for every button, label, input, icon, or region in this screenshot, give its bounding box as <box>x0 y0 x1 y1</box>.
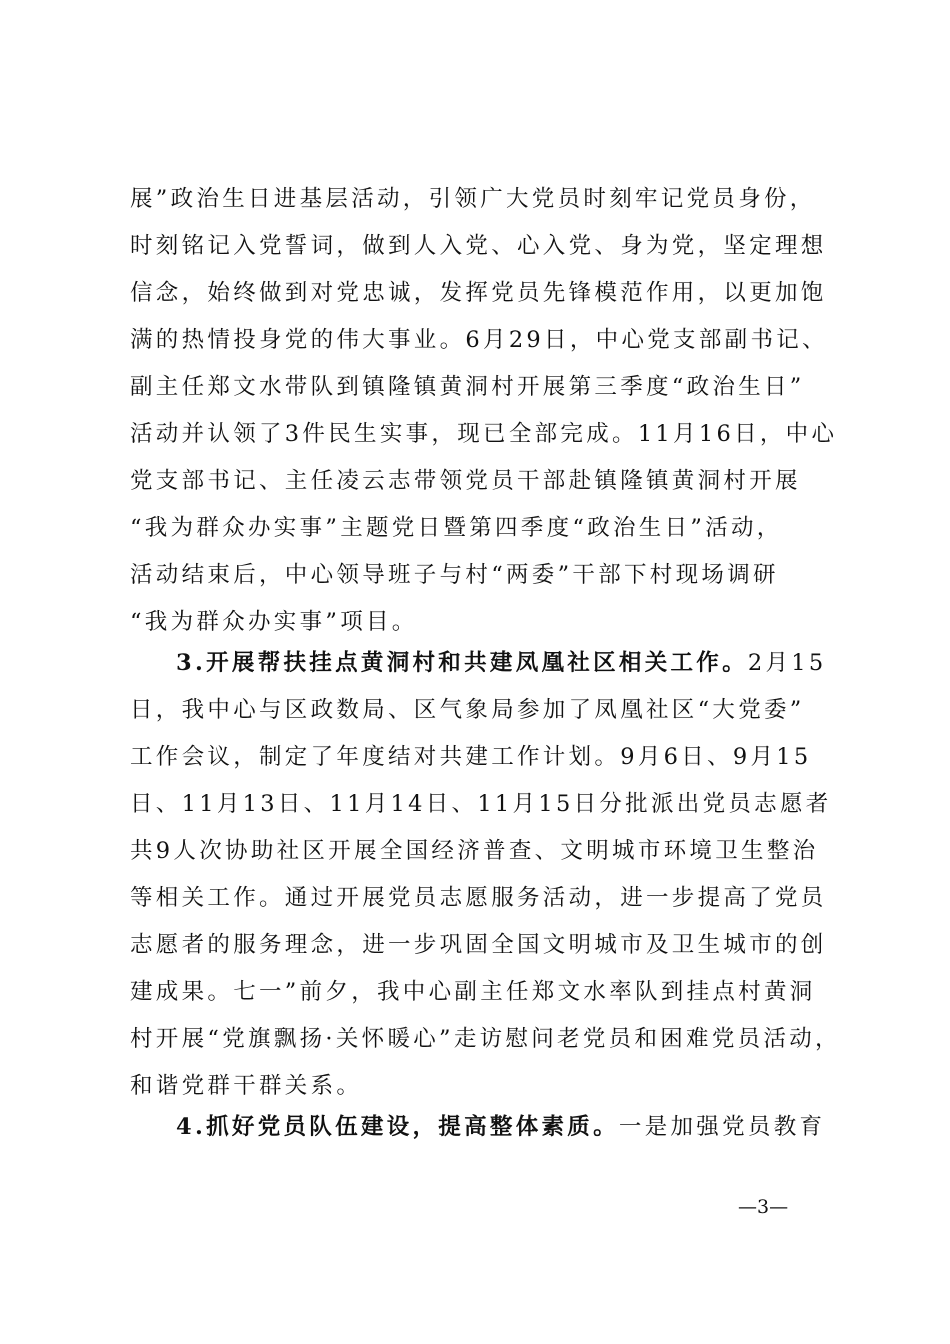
text-line: 共9人次协助社区开展全国经济普查、文明城市环境卫生整治 <box>130 838 819 864</box>
paragraph-2 <box>130 640 850 1110</box>
text-line: 日，我中心与区政数局、区气象局参加了凤凰社区“大党委” <box>130 697 805 723</box>
page-number: —3— <box>738 1196 789 1218</box>
text-line: 副主任郑文水带队到镇隆镇黄洞村开展第三季度“政治生日” <box>130 374 805 400</box>
text-line: 活动并认领了3件民生实事，现已全部完成。11月16日，中心 <box>130 421 838 447</box>
text-line: 日、11月13日、11月14日、11月15日分批派出党员志愿者 <box>130 791 832 817</box>
text-line: 工作会议，制定了年度结对共建工作计划。9月6日、9月15 <box>130 744 812 770</box>
text-line: 志愿者的服务理念，进一步巩固全国文明城市及卫生城市的创 <box>130 932 827 958</box>
text-line: 建成果。七一”前夕，我中心副主任郑文水率队到挂点村黄洞 <box>130 979 816 1005</box>
text-line: 村开展“党旗飘扬·关怀暖心”走访慰问老党员和困难党员活动， <box>130 1026 841 1052</box>
text-line: “我为群众办实事”主题党日暨第四季度“政治生日”活动， <box>130 515 783 541</box>
text-line: 展”政治生日进基层活动，引领广大党员时刻牢记党员身份， <box>130 186 816 212</box>
section-heading: 4.抓好党员队伍建设，提高整体素质。 <box>176 1114 619 1140</box>
text-line: “我为群众办实事”项目。 <box>130 609 418 635</box>
text-line: 信念，始终做到对党忠诚，发挥党员先锋模范作用，以更加饱 <box>130 280 827 306</box>
text-line: 和谐党群干群关系。 <box>130 1073 363 1099</box>
text-line: 时刻铭记入党誓词，做到人入党、心入党、身为党，坚定理想 <box>130 233 827 259</box>
paragraph-first-line <box>130 640 850 687</box>
paragraph-first-line <box>130 1104 850 1151</box>
text-line: 满的热情投身党的伟大事业。6月29日，中心党支部副书记、 <box>130 327 828 353</box>
text-line: 活动结束后，中心领导班子与村“两委”干部下村现场调研 <box>130 562 779 588</box>
text-run: 2月15 <box>747 650 827 676</box>
paragraph-1 <box>130 176 850 646</box>
text-run: 一是加强党员教育 <box>618 1114 826 1140</box>
text-line: 党支部书记、主任凌云志带领党员干部赴镇隆镇黄洞村开展 <box>130 468 801 494</box>
section-heading: 3.开展帮扶挂点黄洞村和共建凤凰社区相关工作。 <box>176 650 748 676</box>
paragraph-3 <box>130 1104 850 1151</box>
text-line: 等相关工作。通过开展党员志愿服务活动，进一步提高了党员 <box>130 885 827 911</box>
